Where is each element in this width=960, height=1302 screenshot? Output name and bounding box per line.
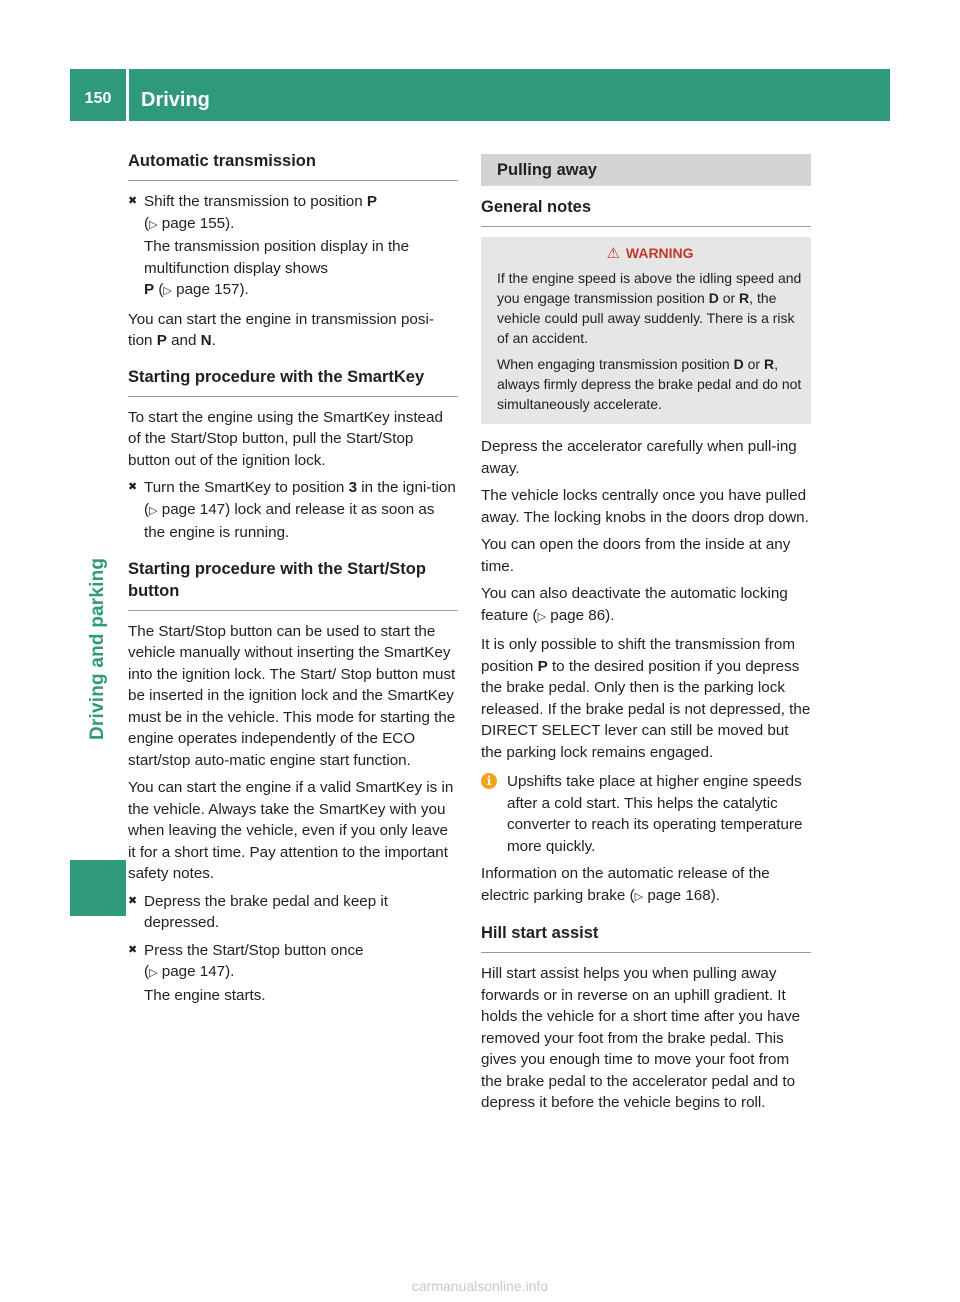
info-note [481,771,811,857]
arrow-right-icon: ▷ [149,967,158,979]
step-shift-to-p: ✖ Shift the transmission to position P (▷ page 155). The transmission position display in the multifunction display shows P (▷ page 157). [128,191,458,303]
side-tab-label: Driving and parking [87,557,108,740]
warning-text-2: When engaging transmission position D or R, always firmly depress the brake pedal and do not simultaneously accelerate. [497,356,802,412]
warning-header [497,243,803,264]
paragraph-startstop-1: The Start/Stop button can be used to start the vehicle manually without inserting the SmartKey into the ignition lock. The Start/ Stop button must be inserted in the ignition lock and the SmartKey must be in the vehicle. This mode for starting the engine operates independently of the ECO start/stop auto-matic engine start function. [128,622,456,769]
page-ref-link[interactable]: page 155). [161,214,235,232]
heading-starting-startstop: Starting procedure with the Start/Stop button [128,558,458,611]
side-tab-title [83,440,123,740]
header-divider [126,69,129,121]
warning-box [481,237,811,424]
paragraph-deactivate-locking: You can also deactivate the automatic locking feature (▷ page 86). [481,585,788,624]
arrow-right-icon: ▷ [163,285,172,297]
paragraph-accelerator: Depress the accelerator carefully when pull-ing away. [481,438,797,477]
arrow-right-icon: ▷ [634,890,644,903]
side-tab-marker [70,860,126,916]
arrow-right-icon: ▷ [537,610,547,623]
left-column [128,150,458,1006]
page-ref-link[interactable]: page 157). [176,281,249,298]
step-depress-brake: ✖ Depress the brake pedal and keep it depressed. [128,891,458,934]
paragraph-parking-brake: Information on the automatic release of the electric parking brake (▷ page 168). [481,865,770,904]
step-turn-smartkey: ✖ Turn the SmartKey to position 3 in the igni-tion (▷ page 147) lock and release it as soon as the engine is running. [128,477,458,544]
info-icon: i [481,773,497,789]
paragraph-startstop-2: You can start the engine if a valid SmartKey is in the vehicle. Always take the SmartKey with you when leaving the vehicle, even if you only leave it for a short time. Pay attention to the important safety notes. [128,779,454,882]
arrow-right-icon: ▷ [149,218,158,231]
header-bar [70,69,890,121]
heading-automatic-transmission: Automatic transmission [128,150,458,181]
watermark: carmanualsonline.info [411,1278,549,1294]
warning-triangle-icon: ⚠ [606,245,620,262]
step-press-startstop: ✖ Press the Start/Stop button once (▷ page 147). The engine starts. [128,940,458,1007]
paragraph-central-locking: The vehicle locks centrally once you have pulled away. The locking knobs in the doors drop down. [481,487,809,526]
heading-starting-smartkey: Starting procedure with the SmartKey [128,366,458,397]
heading-general-notes: General notes [481,196,811,227]
right-column [481,150,811,1114]
warning-label: WARNING [625,245,694,261]
page-ref-link[interactable]: page 147) lock and release it as soon as the engine is running. [144,500,435,541]
paragraph-open-doors: You can open the doors from the inside at any time. [481,536,791,575]
paragraph-hill-start-assist: Hill start assist helps you when pulling away forwards or in reverse on an uphill gradient. It holds the vehicle for a short time after you have removed your foot from the brake pedal. This gives you enough time to move your foot from the brake pedal to the accelerator pedal and to depress it before the vehicle begins to roll. [481,965,801,1111]
page-ref-link[interactable]: page 147). [161,963,235,980]
page-number: 150 [84,90,112,107]
info-text: Upshifts take place at higher engine speeds after a cold start. This helps the catalytic converter to reach its operating temperature more quickly. [507,773,803,855]
arrow-right-icon: ▷ [149,504,158,517]
page-ref-link[interactable]: page 168). [647,886,720,904]
warning-text-1: If the engine speed is above the idling speed and you engage transmission position D or R, the vehicle could pull away suddenly. There is a risk of an accident. [497,270,802,346]
heading-hill-start-assist: Hill start assist [481,922,811,953]
chapter-title: Driving [141,89,210,111]
paragraph-transmission-positions: You can start the engine in transmission posi-tion P and N. [128,310,434,349]
section-banner-pulling-away: Pulling away [481,154,811,186]
page-ref-link[interactable]: page 86). [550,606,615,624]
paragraph-shift-from-p: It is only possible to shift the transmission from position P to the desired position if you depress the brake pedal. Only then is the parking lock released. If the brake pedal is not depressed, the DIRECT SELECT lever can still be moved but the parking lock remains engaged. [481,636,811,761]
paragraph-smartkey: To start the engine using the SmartKey instead of the Start/Stop button, pull the Start/Stop button out of the ignition lock. [128,408,443,469]
